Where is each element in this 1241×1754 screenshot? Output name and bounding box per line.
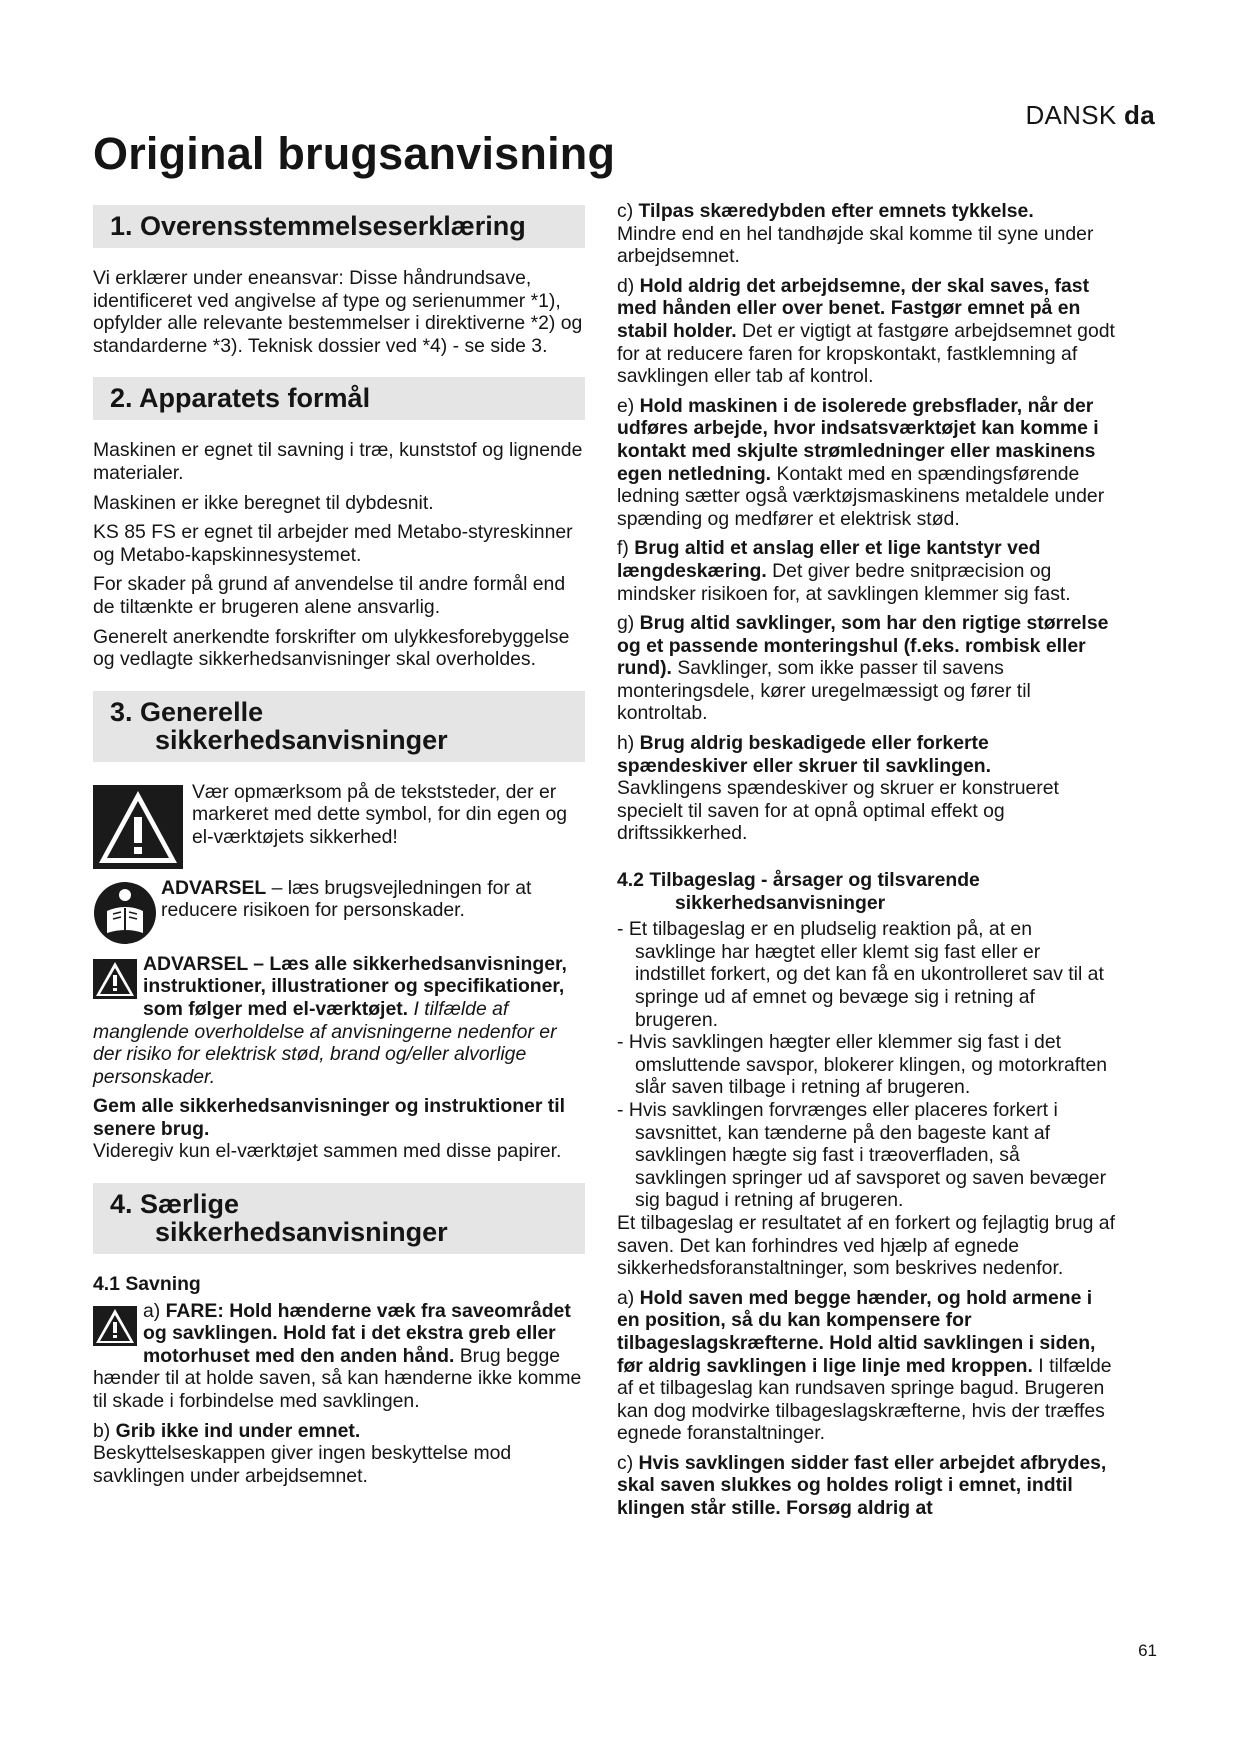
item-d-text: Det er vigtigt at fastgøre arbejdsemnet godt for at reducere faren for kropskontakt, fastklemning af savklingen eller tab af kontrol. [617, 319, 1115, 388]
item-f-bold: Brug altid et anslag eller et lige kantstyr ved længdeskæring. [617, 537, 1041, 582]
section-1-heading: 1. Overensstemmelseserklæring [93, 205, 585, 248]
section-2-heading: 2. Apparatets formål [93, 377, 585, 420]
right-column [617, 200, 1115, 1527]
item-g-bold: Brug altid savklinger, som har den rigtige størrelse og et passende monteringshul (f.eks. rombisk eller rund). [617, 612, 1109, 680]
section-4-heading-line-2: sikkerhedsanvisninger [155, 1217, 448, 1248]
kickback-item-a-prefix: a) [617, 1286, 640, 1309]
item-c-prefix: c) [617, 200, 639, 222]
warning-triangle-icon [93, 959, 137, 999]
item-c [617, 200, 1115, 223]
warning-label: ADVARSEL [161, 876, 267, 899]
section-4-heading [93, 1183, 585, 1254]
keep-instructions-bold [93, 1095, 585, 1140]
item-h-bold: Brug aldrig beskadigede eller forkerte spændeskiver eller skruer til savklingen. [617, 732, 991, 777]
manual-warning-text [161, 877, 585, 922]
item-c-text: Mindre end en hel tandhøjde skal komme til syne under arbejdsemnet. [617, 222, 1094, 268]
item-f [617, 537, 1115, 605]
section-3-heading [93, 691, 585, 762]
item-d [617, 275, 1115, 388]
item-e-prefix: e) [617, 394, 640, 417]
manual-warning-row [93, 877, 585, 945]
symbol-note-row [93, 781, 585, 869]
item-d-bold: Hold aldrig det arbejdsemne, der skal saves, fast med hånden eller over benet. Fastgør emnet på en stabil holder. [617, 274, 1090, 342]
s2-paragraph-2: Maskinen er ikke beregnet til dybdesnit. [93, 491, 434, 514]
item-h [617, 732, 1115, 777]
item-f-prefix: f) [617, 537, 635, 560]
section-4-heading-line-1: 4. Særlige [110, 1189, 240, 1220]
warning-text: – læs brugsvejledningen for at reducere risikoen for personskader. [161, 876, 532, 922]
section-3-heading-line-2: sikkerhedsanvisninger [155, 724, 448, 755]
subsection-4-2-heading-line-1: 4.2 Tilbageslag - årsager og tilsvarende [617, 869, 980, 892]
general-warning-italic: I tilfælde af manglende overholdelse af anvisningerne nedenfor er der risiko for elektrisk stød, brand og/eller alvorlige personskader. [93, 997, 557, 1088]
kickback-item-a-bold: Hold saven med begge hænder, og hold armene i en position, så du kan kompensere for tilbageslagskræfterne. Hold altid savklingen i siden, før aldrig savklingen i lige linje med kroppen. [617, 1286, 1096, 1377]
keep-instructions-heading: Gem alle sikkerhedsanvisninger og instruktioner til senere brug. [93, 1095, 565, 1140]
item-b [93, 1420, 585, 1443]
language-code: da [1124, 100, 1155, 130]
subsection-4-2-heading [617, 869, 1115, 914]
item-e-bold: Hold maskinen i de isolerede grebsflader, når der udføres arbejde, hvor indsatsværktøjet kan komme i kontakt med skjulte strømledninger eller maskinens egen netledning. [617, 394, 1099, 485]
general-warning-bold: ADVARSEL – Læs alle sikkerhedsanvisninger, instruktioner, illustrationer og specifikationer, som følger med el-værktøjet. [143, 952, 567, 1020]
subsection-4-2-heading-line-2: sikkerhedsanvisninger [675, 891, 886, 914]
item-g-text: Savklinger, som ikke passer til savens monteringsdele, kører uregelmæssigt og fører til kontroltab. [617, 657, 1031, 725]
language-name: DANSK [1025, 100, 1117, 130]
item-a-bold: FARE: Hold hænderne væk fra saveområdet og savklingen. Hold fat i det ekstra greb eller motorhuset med den anden hånd. [143, 1299, 571, 1367]
general-warning-paragraph [93, 953, 585, 1089]
s2-paragraph-1: Maskinen er egnet til savning i træ, kunststof og lignende materialer. [93, 439, 583, 484]
item-a-text: Brug begge hænder til at holde saven, så kan hænderne ikke komme til skade i forbindelse med savklingen. [93, 1344, 582, 1413]
item-d-prefix: d) [617, 274, 640, 297]
item-g-prefix: g) [617, 612, 640, 635]
document-title: Original brugsanvisning [93, 128, 616, 179]
item-b-bold: Grib ikke ind under emnet. [115, 1419, 361, 1442]
page-number: 61 [1138, 1641, 1157, 1660]
kickback-item-c-bold: Hvis savklingen sidder fast eller arbejdet afbrydes, skal saven slukkes og holdes roligt i emnet, indtil klingen står stille. Forsøg aldrig at [617, 1451, 1107, 1520]
item-h-prefix: h) [617, 732, 640, 755]
s2-paragraph-5: Generelt anerkendte forskrifter om ulykkesforebyggelse og vedlagte sikkerhedsanvisninger skal overholdes. [93, 625, 570, 671]
item-e [617, 395, 1115, 531]
item-f-text: Det giver bedre snitpræcision og mindsker risikoen for, at savklingen klemmer sig fast. [617, 559, 1071, 605]
item-a-prefix: a) [143, 1299, 166, 1322]
kickback-item-c-prefix: c) [617, 1451, 639, 1474]
s1-paragraph: Vi erklærer under eneansvar: Disse håndrundsave, identificeret ved angivelse af type og serienummer *1), opfylder alle relevante bestemmelser i direktiverne *2) og standarderne *3). Teknisk dossier ved *4) - se side 3. [93, 267, 583, 357]
language-label [1025, 100, 1155, 131]
kickback-point-3: - Hvis savklingen forvrænges eller placeres forkert i savsnittet, kan tænderne på den bageste kant af savklingen hægte sig fast i træoverfladen, så savklingen springer ud af savsporet og saven bevæger sig bagud i retning af brugeren. [617, 1098, 1107, 1212]
kickback-summary: Et tilbageslag er resultatet af en forkert og fejlagtig brug af saven. Det kan forhindres ved hjælp af egnede sikkerhedsforanstaltninger, som beskrives nedenfor. [617, 1211, 1115, 1280]
warning-triangle-icon [93, 1306, 137, 1346]
kickback-item-a-text: I tilfælde af et tilbageslag kan rundsaven springe bagud. Brugeren kan dog modvirke tilbageslagskræfterne, hvis der træffes egnede foranstaltninger. [617, 1354, 1112, 1445]
read-manual-icon [93, 881, 157, 945]
kickback-point-1: - Et tilbageslag er en pludselig reaktion på, at en savklinge har hægtet eller klemt sig fast eller er indstillet forkert, og det kan få en ukontrolleret sav til at springe ud af emnet og bevæge sig i retning af brugeren. [617, 918, 1104, 1031]
item-a [93, 1300, 585, 1413]
s2-paragraph-3: KS 85 FS er egnet til arbejder med Metabo-styreskinner og Metabo-kapskinnesystemet. [93, 521, 573, 566]
warning-triangle-icon [93, 785, 183, 869]
s2-paragraph-4: For skader på grund af anvendelse til andre formål end de tiltænkte er brugeren alene ansvarlig. [93, 573, 566, 618]
left-column [93, 205, 585, 1494]
item-b-text: Beskyttelseskappen giver ingen beskyttelse mod savklingen under arbejdsemnet. [93, 1442, 512, 1487]
section-3-heading-line-1: 3. Generelle [110, 696, 264, 727]
item-b-prefix: b) [93, 1419, 116, 1442]
kickback-point-2: - Hvis savklingen hægter eller klemmer sig fast i det omsluttende savspor, blokerer klingen, og motorkraften slår saven tilbage i retning af brugeren. [617, 1031, 1108, 1099]
item-g [617, 612, 1115, 725]
kickback-item-a [617, 1287, 1115, 1445]
item-c-bold: Tilpas skæredybden efter emnets tykkelse. [638, 200, 1034, 222]
keep-instructions-text: Videregiv kun el-værktøjet sammen med disse papirer. [93, 1140, 562, 1163]
item-e-text: Kontakt med en spændingsførende ledning sætter også værktøjsmaskinens metaldele under spænding og medfører et elektrisk stød. [617, 462, 1105, 530]
item-h-text: Savklingens spændeskiver og skruer er konstrueret specielt til saven for at opnå optimal effekt og driftssikkerhed. [617, 777, 1059, 845]
subsection-4-1-heading: 4.1 Savning [93, 1273, 201, 1296]
symbol-note-text: Vær opmærksom på de tekststeder, der er markeret med dette symbol, for din egen og el-værktøjets sikkerhed! [192, 780, 568, 848]
kickback-item-c [617, 1452, 1115, 1520]
